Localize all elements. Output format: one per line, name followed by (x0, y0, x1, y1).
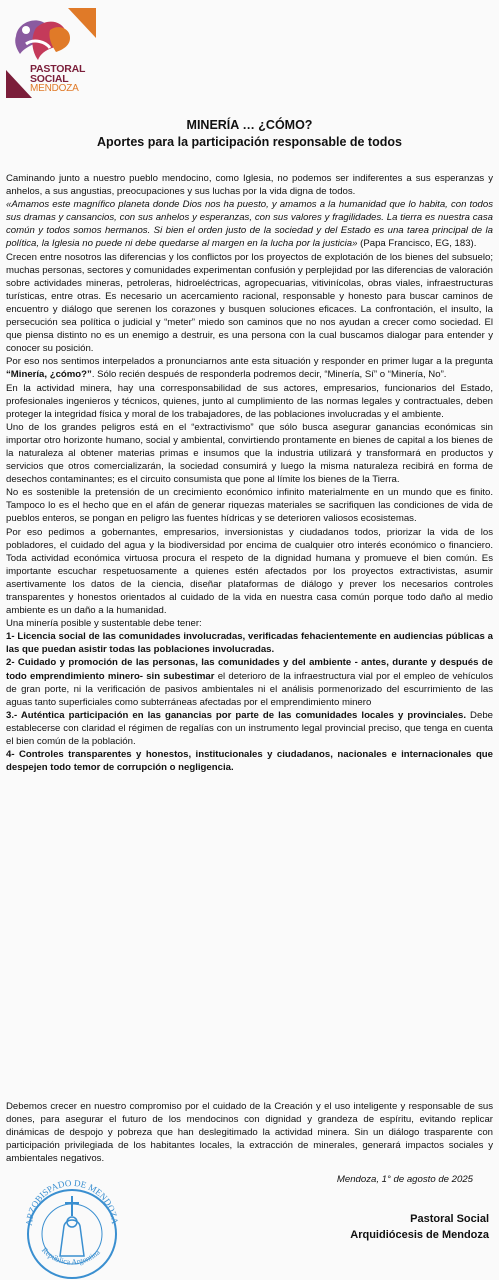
bold-text: 3.- Auténtica participación en las ganancias por parte de las comunidades locales y provinciales. (6, 709, 467, 721)
signature-line-1: Pastoral Social (410, 1213, 489, 1225)
paragraph-text: Por eso pedimos a gobernantes, empresarios, inversionistas y ciudadanos todos, priorizar la vida de los pobladores, el cuidado del agua y la biodiversidad por encima de cualquier otro interés económico o financiero. Toda actividad económica virtuosa procura el respeto de la dignidad humana y promueve el bien común. Es importante escuchar respetuosamente a quienes estén afectados por los proyectos extractivistas, asumir asertivamente los datos de la ciencia, diseñar plataformas de diálogo y prever los necesarios controles transparentes y honestos orientados al cuidado de la vida en nuestra casa común porque todo daño al medio ambiente es un daño a la humanidad. (6, 526, 493, 617)
document-body (6, 172, 493, 774)
document-date: Mendoza, 1° de agosto de 2025 (336, 1174, 473, 1185)
body-paragraph (6, 421, 493, 486)
bold-text: “Minería, ¿cómo?” (6, 369, 92, 381)
paragraph-text: el deterioro de la infraestructura vial por el empleo de vehículos de gran porte, ni la verificación de pasivos ambientales ni el análisis pormenorizado del escurrimiento de las aguas tanto superficiales como subterráneas afectadas por el emprendimiento minero (6, 670, 493, 708)
seal-text-top: ARZOBISPADO DE MENDOZA (23, 1177, 121, 1227)
paragraph-text: No es sostenible la pretensión de un crecimiento económico infinito materialmente en un mundo que es finito. Tampoco lo es el hecho que en el afán de generar riquezas materiales se sacrifiquen las condiciones de vida de pueblos enteros, se pongan en peligro las fuentes hídricas y se deterioren valiosos ecosistemas. (6, 487, 493, 525)
paragraph-text: En la actividad minera, hay una corresponsabilidad de sus actores, empresarios, funcionarios del Estado, profesionales ingenieros y técnicos, quienes, junto al cumplimiento de las normas legales y contractuales, deben proteger la integridad física y moral de los trabajadores, de las poblaciones involucradas y el ambiente. (6, 382, 493, 420)
paragraph-text: Crecen entre nosotros las diferencias y los conflictos por los proyectos de explotación de los bienes del subsuelo; muchas personas, sectores y comunidades experimentan confusión y perplejidad por las diferencias de valoración sobre actividades mineras, petroleras, hidroeléctricas, agropecuarias, vitivinícolas, obras viales, infraestructuras turísticas, entre otras. Es necesario un acercamiento racional, responsable y honesto para buscar caminos de encuentro y diálogo que serenen los corazones y busquen soluciones eficaces. La confrontación, el insulto, la persecución sea política o judicial y “meter” miedo son caminos que no nos ayudan a crecer como sociedad. El que piensa distinto no es un enemigo a destruir, es una persona con la cual buscamos dialogar para entender y conocer su posición. (6, 251, 493, 355)
body-paragraph (6, 382, 493, 421)
body-paragraph (6, 486, 493, 525)
quote-text: «Amamos este magnífico planeta donde Dios nos ha puesto, y amamos a la humanidad que lo habita, con todos sus dramas y cansancios, con sus anhelos y esperanzas, con sus valores y fragilidades. La tierra es nuestra casa común y todos somos hermanos. Si bien el orden justo de la sociedad y del Estado es una tarea principal de la política, la Iglesia no puede ni debe quedarse al margen en la lucha por la justicia» (6, 199, 493, 250)
body-paragraph (6, 748, 493, 774)
paragraph-text: Caminando junto a nuestro pueblo mendocino, como Iglesia, no podemos ser indiferentes a sus esperanzas y anhelos, a sus angustias, preocupaciones y sus luchas por la vida digna de todos. (6, 173, 493, 198)
paragraph-text: Una minería posible y sustentable debe tener: (6, 618, 202, 630)
body-paragraph (6, 709, 493, 748)
logo-line-2: SOCIAL (30, 73, 69, 85)
seal-text-bottom: República Argentina (39, 1245, 102, 1267)
paragraph-text: Debe establecerse con claridad el régimen de regalías con un instrumento legal provincial preciso, que tenga en cuenta el bien común de la población. (6, 709, 493, 748)
logo-line-3: MENDOZA (30, 83, 79, 94)
bold-text: 4- Controles transparentes y honestos, institucionales y ciudadanos, nacionales e internacionales que despejen todo temor de corrupción o negligencia. (6, 749, 493, 774)
body-paragraph (6, 617, 493, 630)
paragraph-text: Por eso nos sentimos interpelados a pronunciarnos ante esta situación y responder en primer lugar a la pregunta (6, 356, 493, 368)
document-subtitle: Aportes para la participación responsable de todos (97, 135, 402, 149)
closing-paragraph: Debemos crecer en nuestro compromiso por el cuidado de la Creación y el uso inteligente y responsable de sus dones, para asegurar el futuro de los mendocinos con dignidad y grandeza de espíritu, evitando replicar dinámicas de despojo y pobreza que han deslegitimado la actividad minera. Sin un diálogo trasparente con participación privilegiada de los habitantes locales, la extracción de minerales, generará impactos sociales y ambientales negativos. (6, 1101, 493, 1165)
logo-wordmark (30, 64, 85, 94)
logo-line-1: PASTORAL (30, 63, 86, 75)
pastoral-social-logo (6, 8, 96, 98)
signature-line-2: Arquidiócesis de Mendoza (350, 1229, 489, 1241)
body-paragraph (6, 656, 493, 708)
body-paragraph (6, 251, 493, 356)
body-paragraph (6, 355, 493, 381)
paragraph-text: Uno de los grandes peligros está en el “extractivismo” que sólo busca asegurar ganancias económicas sin importar otro horizonte humano, social y ambiental, convirtiendo prontamente en bienes de capital a los bienes de la naturaleza al obtener materias primas e insumos que la industria utilizará y transformará en productos y servicios que otros comercializarán, la sociedad consumirá y luego la misma naturaleza recibirá en forma de desechos contaminantes; es el circuito consumista que pone al límite los bienes de la Tierra. (6, 421, 493, 486)
body-paragraph (6, 172, 493, 198)
body-paragraph (6, 526, 493, 618)
document-title: MINERÍA … ¿CÓMO? (186, 118, 313, 132)
bold-text: 2- Cuidado y promoción de las personas, las comunidades y del ambiente - antes, durante y después de todo emprendimiento minero- sin subestimar (6, 657, 493, 682)
paragraph-text: (Papa Francisco, EG, 183). (357, 238, 477, 250)
paragraph-text: . Sólo recién después de responderla podremos decir, “Minería, Sí” o “Minería, No”. (91, 369, 447, 381)
body-paragraph (6, 198, 493, 250)
bold-text: 1- Licencia social de las comunidades involucradas, verificadas fehacientemente en audiencias públicas a las que puedan asistir todas las poblaciones involucradas. (6, 631, 493, 656)
archdiocese-seal (20, 1156, 124, 1280)
body-paragraph (6, 630, 493, 656)
